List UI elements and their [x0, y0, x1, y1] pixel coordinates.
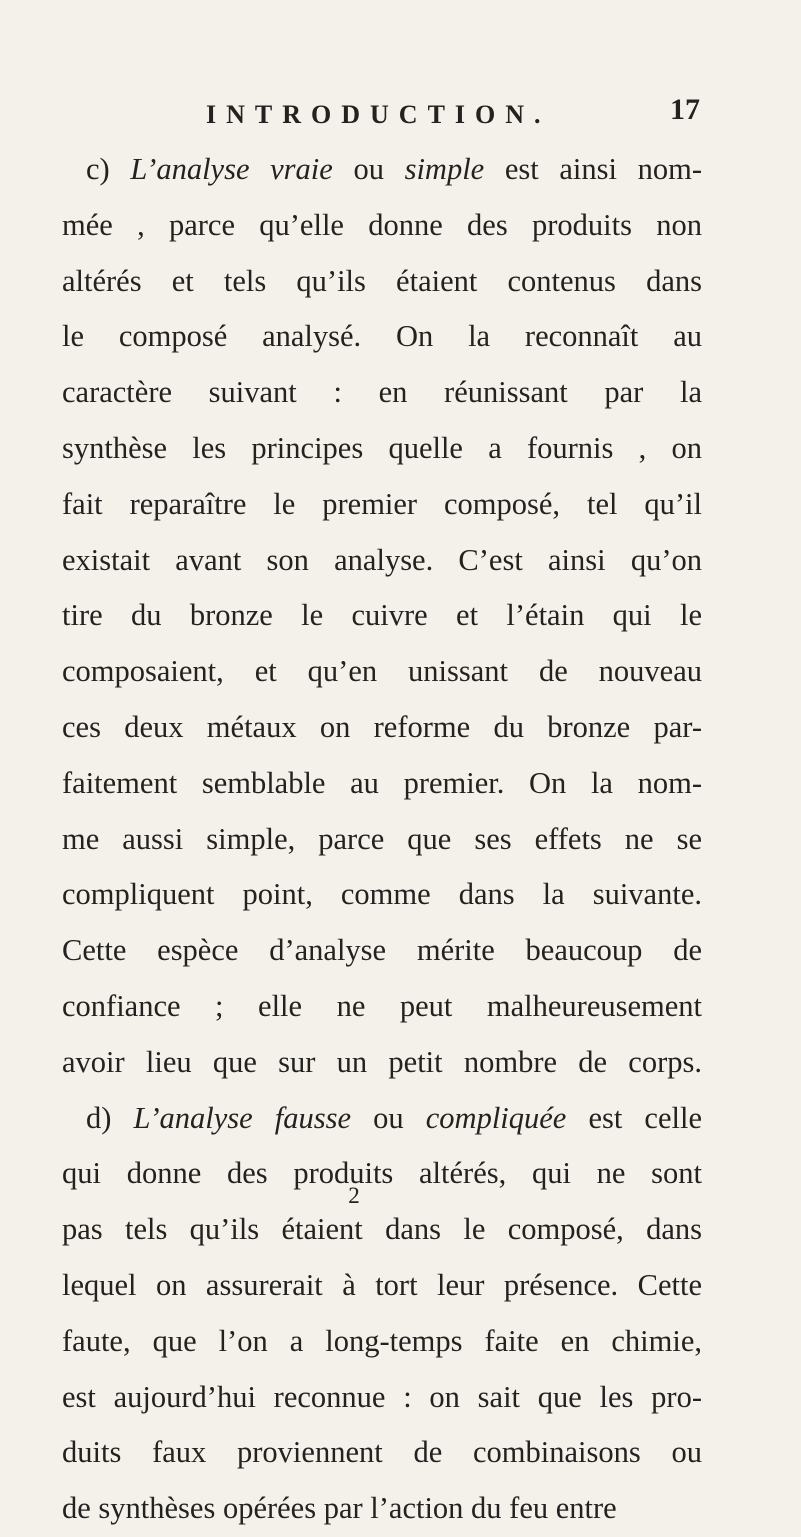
italic-term: compliquée: [425, 1100, 567, 1135]
section-label: c): [86, 152, 131, 186]
section-label: d): [86, 1100, 134, 1135]
italic-term: simple: [404, 152, 485, 186]
italic-term: L’analyse fausse: [133, 1100, 352, 1135]
text-line: est aujourd’hui reconnue : on sait que les pro-: [62, 1379, 702, 1414]
text-line: [62, 142, 702, 198]
text-line: me aussi simple, parce que ses effets ne se: [62, 821, 702, 856]
text-line: [62, 1091, 702, 1147]
text-fragment: est celle: [566, 1100, 702, 1135]
text-line: avoir lieu que sur un petit nombre de corps.: [62, 1044, 702, 1079]
page-header: [206, 90, 700, 130]
text-line: qui donne des produits altérés, qui ne sont: [62, 1156, 702, 1191]
text-line: tire du bronze le cuivre et l’étain qui le: [62, 598, 702, 633]
text-line: caractère suivant : en réunissant par la: [62, 375, 702, 410]
text-line: synthèse les principes quelle a fournis , on: [62, 430, 702, 465]
text-line: composaient, et qu’en unissant de nouveau: [62, 654, 702, 689]
text-line: ces deux métaux on reforme du bronze par-: [62, 709, 702, 744]
text-fragment: est ainsi nom-: [484, 152, 703, 186]
text-line: duits faux proviennent de combinaisons ou: [62, 1435, 702, 1470]
text-line: pas tels qu’ils étaient dans le composé, dans: [62, 1212, 702, 1247]
text-line: fait reparaître le premier composé, tel qu’il: [62, 486, 702, 521]
page-number: 17: [670, 93, 700, 126]
text-line: confiance ; elle ne peut malheureusement: [62, 988, 702, 1023]
text-line: faute, que l’on a long-temps faite en chimie,: [62, 1323, 702, 1358]
signature-mark: 2: [348, 1183, 360, 1208]
running-title: INTRODUCTION.: [206, 100, 551, 129]
body-text: [62, 142, 702, 1537]
text-line: existait avant son analyse. C’est ainsi qu’on: [62, 542, 702, 577]
text-fragment: ou: [351, 1100, 426, 1135]
text-line: Cette espèce d’analyse mérite beaucoup de: [62, 933, 702, 968]
text-line: compliquent point, comme dans la suivante.: [62, 877, 702, 912]
text-line: altérés et tels qu’ils étaient contenus dans: [62, 263, 702, 298]
text-line: mée , parce qu’elle donne des produits non: [62, 207, 702, 242]
text-line: de synthèses opérées par l’action du feu entre: [62, 1491, 617, 1526]
text-line: lequel on assurerait à tort leur présence. Cette: [62, 1267, 702, 1302]
text-line: le composé analysé. On la reconnaît au: [62, 319, 702, 354]
italic-term: L’analyse vraie: [130, 152, 333, 186]
text-line: faitement semblable au premier. On la nom-: [62, 765, 702, 800]
text-fragment: ou: [332, 152, 405, 186]
